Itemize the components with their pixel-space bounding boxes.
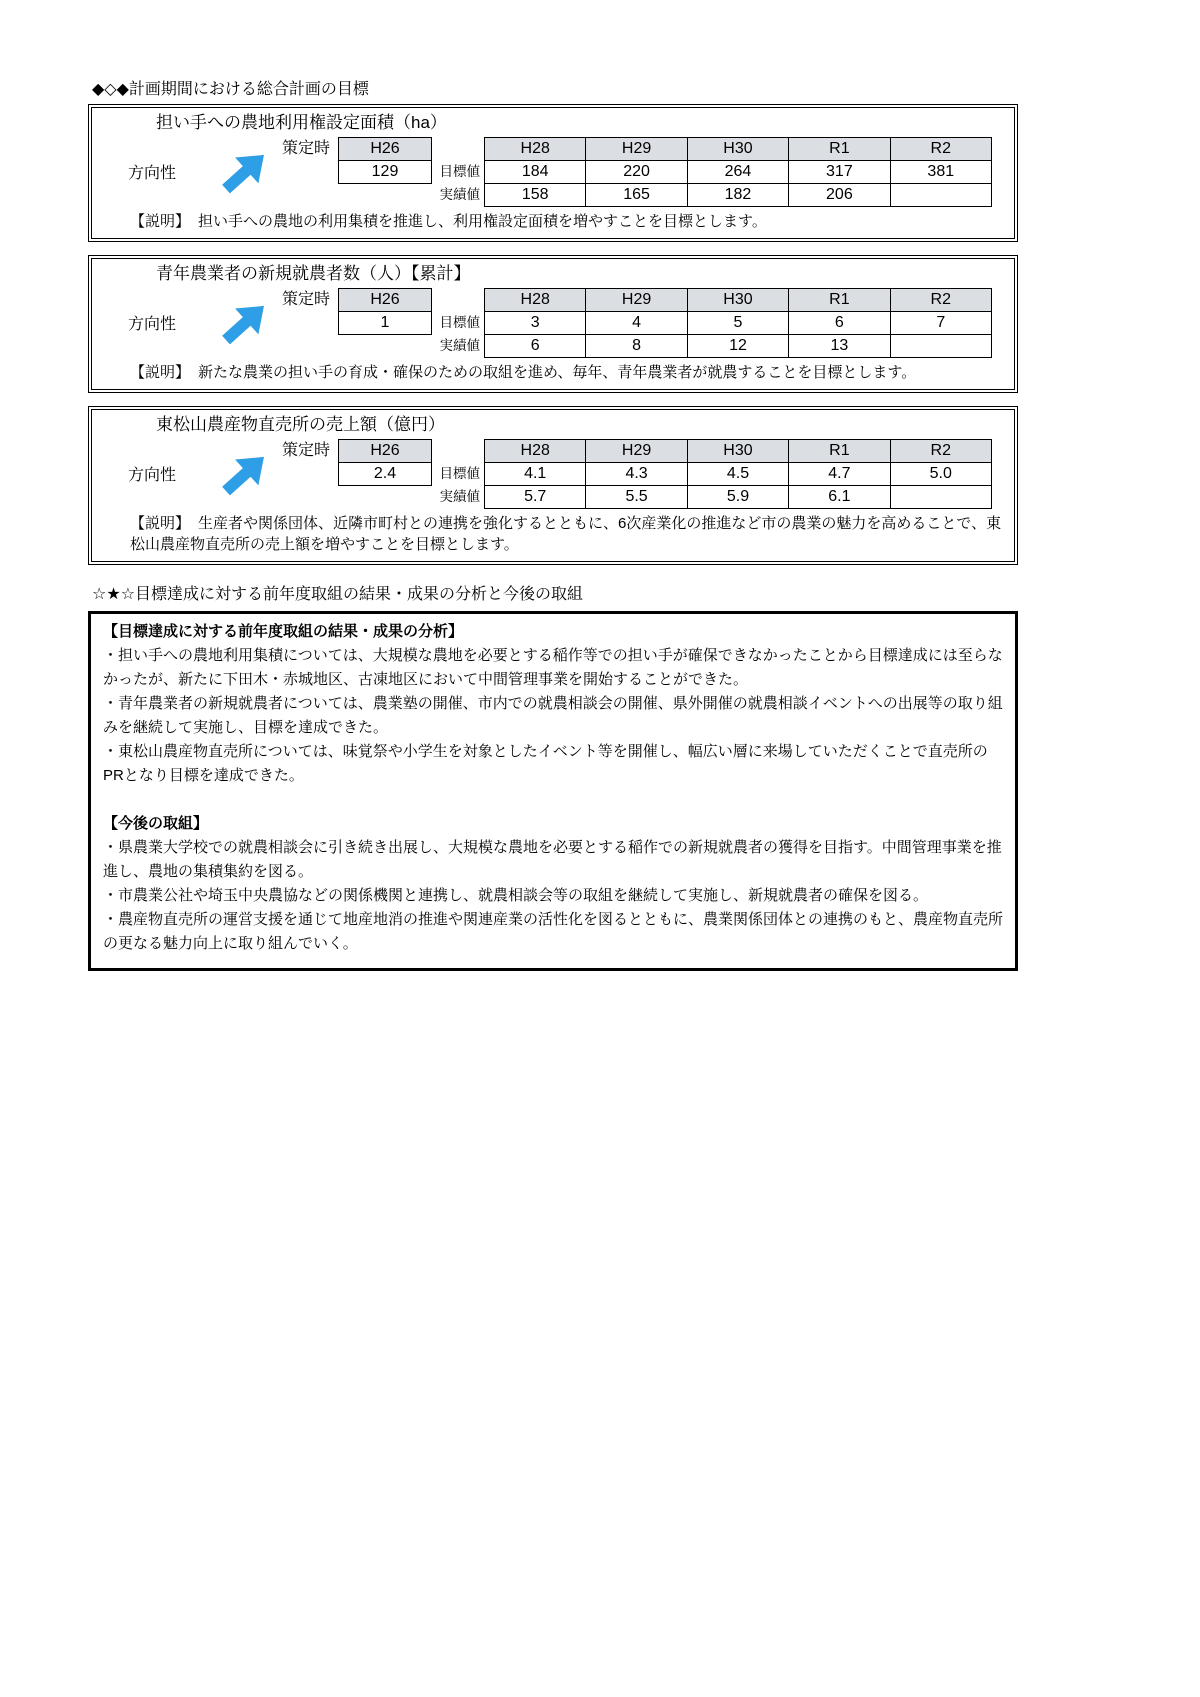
explanation-label: 【説明】 xyxy=(130,515,191,532)
target-row-label: 目標値 xyxy=(439,164,480,179)
direction-label: 方向性 xyxy=(128,467,177,484)
year-header: H30 xyxy=(687,289,788,312)
results-bullet: ・担い手への農地利用集積については、大規模な農地を必要とする稲作等での担い手が確保できなかったことから目標達成には至らなかったが、新たに下田木・赤城地区、古凍地区において中間管理事業を開始することができた。 xyxy=(103,647,1003,688)
target-cell: 184 xyxy=(485,161,586,184)
metric-box-direct-sales xyxy=(88,406,1018,565)
explanation-label: 【説明】 xyxy=(130,213,191,230)
metric-data-table xyxy=(484,439,992,509)
actual-row-label: 実績値 xyxy=(439,187,480,202)
target-cell: 6 xyxy=(789,312,890,335)
target-cell: 7 xyxy=(890,312,991,335)
actual-row xyxy=(485,335,992,358)
actual-row-label: 実績値 xyxy=(439,338,480,353)
target-row-label: 目標値 xyxy=(439,315,480,330)
results-heading: 【目標達成に対する前年度取組の結果・成果の分析】 xyxy=(103,623,464,640)
actual-row xyxy=(485,184,992,207)
year-header: R1 xyxy=(789,440,890,463)
target-cell: 4.3 xyxy=(586,463,687,486)
baseline-value-cell: 129 xyxy=(371,163,399,180)
actual-cell: 5.9 xyxy=(687,486,788,509)
explanation-text: 担い手への農地の利用集積を推進し、利用権設定面積を増やすことを目標とします。 xyxy=(198,213,767,230)
target-row xyxy=(485,312,992,335)
metric-body xyxy=(92,288,1014,357)
metric-data-table xyxy=(484,137,992,207)
row-labels xyxy=(432,311,484,357)
document-content xyxy=(88,80,1018,971)
target-cell: 4.1 xyxy=(485,463,586,486)
goals-section-header: ◆◇◆計画期間における総合計画の目標 xyxy=(92,81,369,98)
trend-up-arrow-icon xyxy=(216,143,282,201)
year-header: R1 xyxy=(789,138,890,161)
baseline-label: 策定時 xyxy=(282,140,331,157)
target-cell: 5.0 xyxy=(890,463,991,486)
target-row xyxy=(485,161,992,184)
baseline-table xyxy=(338,439,432,486)
actual-cell: 13 xyxy=(789,335,890,358)
actual-cell: 5.7 xyxy=(485,486,586,509)
trend-up-arrow-icon xyxy=(216,445,282,503)
metric-title: 担い手への農地利用権設定面積（ha） xyxy=(156,113,447,132)
row-labels xyxy=(432,160,484,206)
year-header: H29 xyxy=(586,289,687,312)
target-row-label: 目標値 xyxy=(439,466,480,481)
explanation-text: 生産者や関係団体、近隣市町村との連携を強化するとともに、6次産業化の推進など市の農業の魅力を高めることで、東松山農産物直売所の売上額を増やすことを目標とします。 xyxy=(130,515,1002,553)
year-header: H28 xyxy=(485,138,586,161)
metric-explanation xyxy=(130,362,1002,383)
year-header-row xyxy=(485,289,992,312)
year-header: H28 xyxy=(485,440,586,463)
actual-cell: 12 xyxy=(687,335,788,358)
baseline-year-cell: H26 xyxy=(339,289,431,312)
analysis-box xyxy=(88,611,1018,971)
metric-body xyxy=(92,439,1014,508)
analysis-section-header: ☆★☆目標達成に対する前年度取組の結果・成果の分析と今後の取組 xyxy=(92,586,584,603)
actual-cell xyxy=(890,335,991,358)
arrow-shape xyxy=(214,292,275,352)
year-header: H30 xyxy=(687,138,788,161)
year-header: H28 xyxy=(485,289,586,312)
metric-body xyxy=(92,137,1014,206)
blank-line xyxy=(103,788,1003,812)
explanation-label: 【説明】 xyxy=(130,364,191,381)
target-cell: 220 xyxy=(586,161,687,184)
metric-explanation xyxy=(130,513,1002,555)
metric-data-table xyxy=(484,288,992,358)
target-cell: 4 xyxy=(586,312,687,335)
target-cell: 317 xyxy=(789,161,890,184)
target-cell: 4.7 xyxy=(789,463,890,486)
baseline-value-cell: 2.4 xyxy=(373,465,397,482)
actual-row xyxy=(485,486,992,509)
year-header: R2 xyxy=(890,289,991,312)
baseline-label: 策定時 xyxy=(282,291,331,308)
year-header: R2 xyxy=(890,440,991,463)
metric-title: 青年農業者の新規就農者数（人）【累計】 xyxy=(156,264,471,283)
actual-cell: 6.1 xyxy=(789,486,890,509)
results-bullet: ・青年農業者の新規就農者については、農業塾の開催、市内での就農相談会の開催、県外開催の就農相談イベントへの出展等の取り組みを継続して実施し、目標を達成できた。 xyxy=(103,695,1003,736)
actual-cell: 8 xyxy=(586,335,687,358)
actual-cell: 165 xyxy=(586,184,687,207)
baseline-label: 策定時 xyxy=(282,442,331,459)
future-bullet: ・市農業公社や埼玉中央農協などの関係機関と連携し、就農相談会等の取組を継続して実施し、新規就農者の確保を図る。 xyxy=(103,887,929,904)
explanation-text: 新たな農業の担い手の育成・確保のための取組を進め、毎年、青年農業者が就農することを目標とします。 xyxy=(198,364,917,381)
future-bullet: ・県農業大学校での就農相談会に引き続き出展し、大規模な農地を必要とする稲作での新規就農者の獲得を目指す。中間管理事業を推進し、農地の集積集約を図る。 xyxy=(103,839,1002,880)
metric-explanation xyxy=(130,211,1002,232)
target-cell: 264 xyxy=(687,161,788,184)
trend-up-arrow-icon xyxy=(216,294,282,352)
baseline-table xyxy=(338,137,432,184)
target-row xyxy=(485,463,992,486)
future-bullet: ・農産物直売所の運営支援を通じて地産地消の推進や関連産業の活性化を図るとともに、農業関係団体との連携のもと、農産物直売所の更なる魅力向上に取り組んでいく。 xyxy=(103,911,1004,952)
year-header-row xyxy=(485,440,992,463)
metric-box-farmland-rights xyxy=(88,104,1018,242)
year-header: H29 xyxy=(586,440,687,463)
target-cell: 5 xyxy=(687,312,788,335)
target-cell: 3 xyxy=(485,312,586,335)
year-header: R1 xyxy=(789,289,890,312)
actual-cell: 158 xyxy=(485,184,586,207)
arrow-shape xyxy=(214,443,275,503)
year-header: H29 xyxy=(586,138,687,161)
row-labels xyxy=(432,462,484,508)
actual-cell: 206 xyxy=(789,184,890,207)
actual-row-label: 実績値 xyxy=(439,489,480,504)
year-header: R2 xyxy=(890,138,991,161)
arrow-shape xyxy=(214,141,275,201)
year-header: H30 xyxy=(687,440,788,463)
actual-cell: 6 xyxy=(485,335,586,358)
metric-title: 東松山農産物直売所の売上額（億円） xyxy=(156,415,445,434)
target-cell: 4.5 xyxy=(687,463,788,486)
direction-label: 方向性 xyxy=(128,316,177,333)
actual-cell xyxy=(890,184,991,207)
metric-box-new-farmers xyxy=(88,255,1018,393)
results-bullet: ・東松山農産物直売所については、味覚祭や小学生を対象としたイベント等を開催し、幅広い層に来場していただくことで直売所のPRとなり目標を達成できた。 xyxy=(103,743,988,784)
future-heading: 【今後の取組】 xyxy=(103,815,209,832)
baseline-value-cell: 1 xyxy=(380,314,390,331)
year-header-row xyxy=(485,138,992,161)
direction-label: 方向性 xyxy=(128,165,177,182)
actual-cell: 5.5 xyxy=(586,486,687,509)
baseline-year-cell: H26 xyxy=(339,138,431,161)
target-cell: 381 xyxy=(890,161,991,184)
baseline-year-cell: H26 xyxy=(339,440,431,463)
baseline-table xyxy=(338,288,432,335)
actual-cell xyxy=(890,486,991,509)
actual-cell: 182 xyxy=(687,184,788,207)
